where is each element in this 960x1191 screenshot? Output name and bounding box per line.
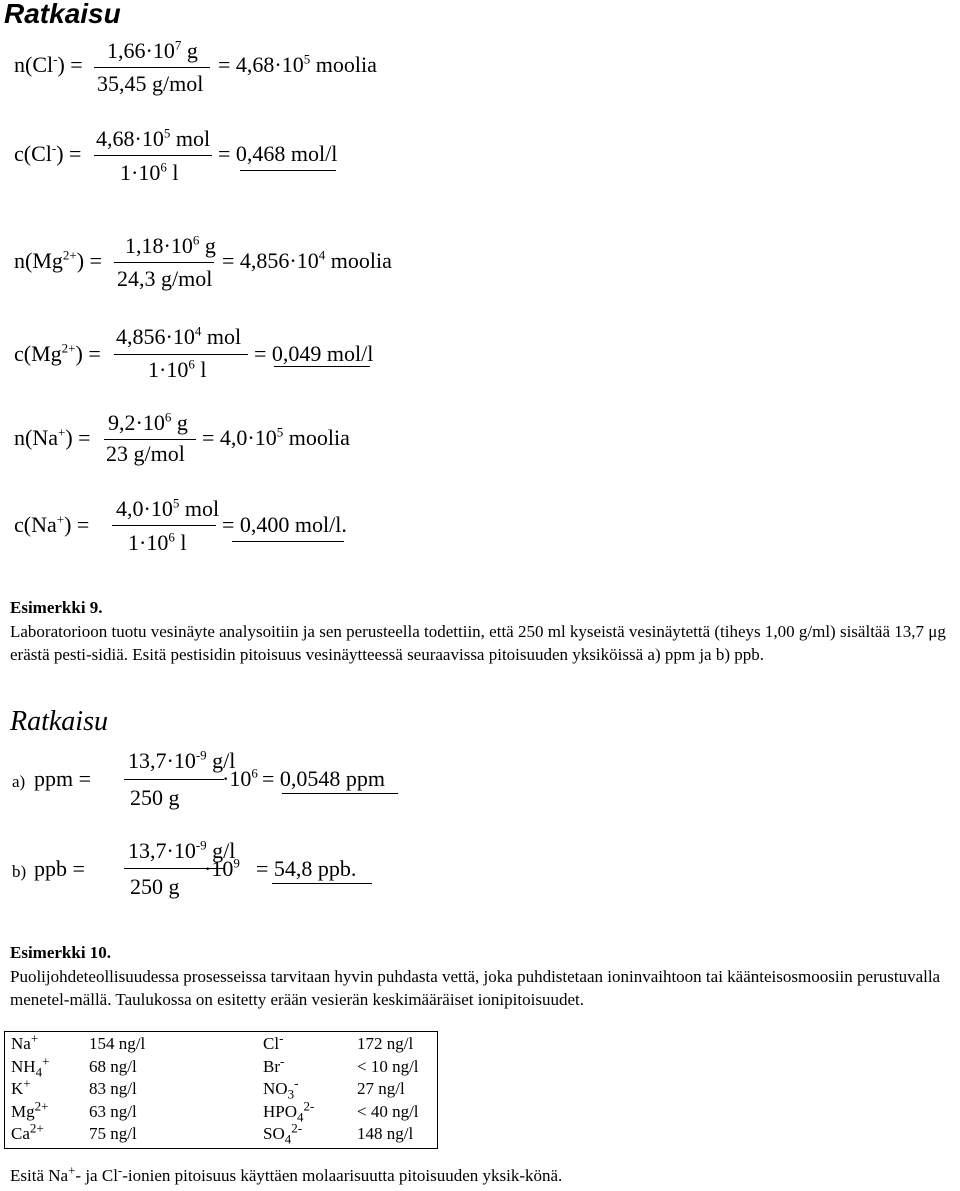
ion-name: $SO_4^{2-}$ (263, 1120, 303, 1147)
example-10-title: Esimerkki 10. (10, 943, 112, 962)
ion-name: $NH_4^+$ (11, 1052, 50, 1079)
fraction-bar (114, 262, 214, 263)
equation-numerator: $9,2\cdot 10^6$ g (108, 409, 188, 435)
ion-name: $NO_3^-$ (263, 1075, 299, 1102)
ion-name: Br- (263, 1052, 285, 1076)
ion-concentration: 83 ng/l (89, 1079, 137, 1098)
equation-numerator: $4,68\cdot 10^5$ mol (96, 125, 211, 151)
fraction-bar (104, 439, 196, 440)
equation-numerator: $4,856\cdot 10^4$ mol (116, 323, 242, 349)
example-9-title: Esimerkki 9. (10, 598, 103, 617)
ion-concentration: 148 ng/l (357, 1124, 414, 1143)
example-9-text: Laboratorioon tuotu vesinäyte analysoitiin ja sen perusteella todettiin, että 250 ml kyseistä vesinäytettä (tiheys 1,00 g/ml) sisältää 13,7 μg erästä pesti-sidiä. Esitä pestisidin pitoisuus vesinäytteessä seuraavissa pitoisuuden yksiköissä a) ppm ja b) ppb. (10, 622, 946, 664)
equation-lhs: ppm = (34, 766, 92, 791)
equation-result: = 54,8 ppb. (256, 856, 357, 881)
ion-concentration: 154 ng/l (89, 1034, 146, 1053)
equation-numerator: $13,7\cdot 10^{-9}$ g/l (128, 747, 236, 773)
fraction-bar (94, 155, 212, 156)
equation-lhs: n(Na+) = (14, 424, 91, 450)
ion-name: $HPO_4^{2-}$ (263, 1097, 315, 1124)
ion-concentration: 68 ng/l (89, 1056, 137, 1076)
fraction-bar (124, 779, 224, 780)
fraction-bar (114, 354, 248, 355)
item-label-a: a) (12, 772, 26, 791)
equation-lhs: n(Cl-) = (14, 51, 83, 77)
ion-name: $Ca^{2+}$ (11, 1120, 44, 1143)
equation-multiplier: $\cdot 10^9$ (204, 855, 240, 881)
equation-lhs: c(Cl-) = (14, 140, 82, 166)
ion-concentration-table (4, 1031, 438, 1149)
equation-result: = $4,68\cdot 10^5$ moolia (218, 51, 377, 77)
equation-lhs: ppb = (34, 856, 85, 881)
equation-result: = $4,0\cdot 10^5$ moolia (202, 424, 350, 450)
equation-numerator: $1,66\cdot 10^7$ g (107, 37, 198, 63)
equation-denominator: $1\cdot 10^6$ l (120, 159, 179, 185)
result-underline (282, 793, 398, 794)
solution-heading-2: Ratkaisu (10, 706, 108, 737)
equation-multiplier: $\cdot 10^6$ (222, 765, 258, 791)
equation-denominator: 23 g/mol (106, 441, 185, 466)
example-10-text: Puolijohdeteollisuudessa prosesseissa tarvitaan hyvin puhdasta vettä, joka puhdistetaan ioninvaihtoon tai käänteisosmoosiin perustuvalla menetel-mällä. Taulukossa on esitetty erään vesierän keskimääräiset ionipitoisuudet. (10, 967, 941, 1009)
fraction-bar (112, 525, 216, 526)
equation-numerator: $4,0\cdot 10^5$ mol (116, 495, 220, 521)
equation-denominator: 35,45 g/mol (97, 71, 204, 96)
ion-concentration: 75 ng/l (89, 1124, 137, 1143)
result-underline (274, 366, 370, 367)
equation-denominator: 250 g (130, 785, 180, 810)
equation-denominator: $1\cdot 10^6$ l (128, 529, 187, 555)
result-underline (232, 541, 344, 542)
ion-concentration: < 40 ng/l (357, 1101, 419, 1121)
equation-denominator: 24,3 g/mol (117, 266, 213, 291)
ion-name: Na+ (11, 1030, 39, 1053)
ion-concentration: 63 ng/l (89, 1101, 137, 1121)
example-10-task: Esitä Na+- ja Cl--ionien pitoisuus käyttäen molaarisuutta pitoisuuden yksik-könä. (10, 1162, 563, 1185)
solution-heading: Ratkaisu (4, 0, 121, 29)
result-underline (272, 883, 372, 884)
equation-result: = 0,400 mol/l. (222, 512, 347, 537)
ion-name: K+ (11, 1075, 31, 1098)
item-label-b: b) (12, 862, 27, 881)
equation-result: = $4,856\cdot 10^4$ moolia (222, 247, 392, 273)
equation-denominator: 250 g (130, 874, 180, 899)
equation-result: = 0,468 mol/l (218, 141, 338, 166)
equation-denominator: $1\cdot 10^6$ l (148, 356, 207, 382)
ion-concentration: 172 ng/l (357, 1034, 414, 1053)
equation-result: = 0,0548 ppm (262, 766, 386, 791)
equation-numerator: $13,7\cdot 10^{-9}$ g/l (128, 837, 236, 863)
equation-result: = 0,049 mol/l (254, 341, 374, 366)
ion-name: Cl- (263, 1030, 284, 1053)
equation-numerator: $1,18\cdot 10^6$ g (125, 232, 216, 258)
ion-concentration: < 10 ng/l (357, 1056, 419, 1076)
ion-name: $Mg^{2+}$ (11, 1097, 49, 1121)
fraction-bar (94, 67, 210, 68)
ion-concentration: 27 ng/l (357, 1079, 405, 1098)
result-underline (240, 170, 336, 171)
equation-lhs: c(Na+) = (14, 511, 90, 537)
equation-lhs: $c(Mg^{2+})$ = (14, 340, 101, 366)
equation-lhs: $n(Mg^{2+})$ = (14, 247, 102, 273)
